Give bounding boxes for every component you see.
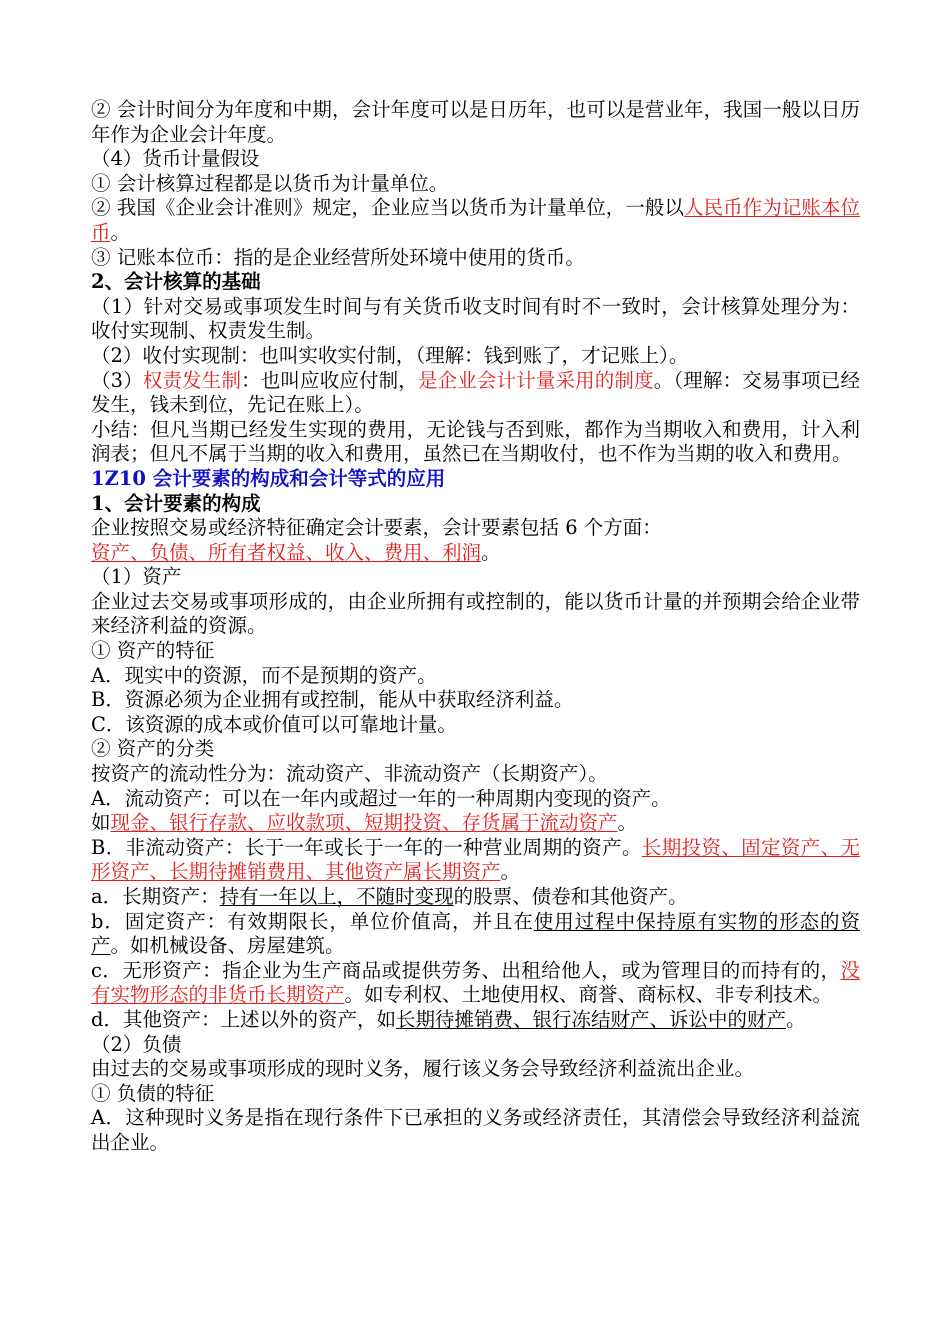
highlight-rmb: 人民币作为记账本位币 xyxy=(91,196,860,244)
subheading-currency-measurement: （4）货币计量假设 xyxy=(91,147,260,171)
subheading-liabilities: （2）负债 xyxy=(91,1032,182,1056)
subheading-asset-classification: ② 资产的分类 xyxy=(91,737,215,761)
highlight-accrual: 权责发生制 xyxy=(142,368,242,392)
paragraph-basis-intro: （1）针对交易或事项发生时间与有关货币收支时间有时不一致时，会计核算处理分为：收付实现制、权责发生制。 xyxy=(91,294,860,343)
underline-long-term-holding: 持有一年以上，不随时变现 xyxy=(219,885,454,908)
section-heading-accounting-basis: 2、会计核算的基础 xyxy=(91,270,261,294)
paragraph-current-assets-examples: 如现金、银行存款、应收款项、短期投资、存货属于流动资产。 xyxy=(91,811,638,835)
subheading-liability-features: ① 负债的特征 xyxy=(91,1081,215,1105)
list-item-other-assets: d．其他资产：上述以外的资产，如长期待摊销费、银行冻结财产、诉讼中的财产。 xyxy=(91,1007,806,1031)
highlight-intangible-assets: 没有实物形态的非货币长期资产 xyxy=(91,958,860,1007)
chapter-heading-1z10: 1Z10 会计要素的构成和会计等式的应用 xyxy=(91,466,446,490)
list-item-asset-feature-c: C．该资源的成本或价值可以可靠地计量。 xyxy=(91,712,457,736)
list-item-long-term-assets: a．长期资产：持有一年以上，不随时变现的股票、债卷和其他资产。 xyxy=(91,885,688,908)
highlight-six-elements: 资产、负债、所有者权益、收入、费用、利润 xyxy=(91,540,482,564)
list-item-current-assets: A．流动资产：可以在一年内或超过一年的一种周期内变现的资产。 xyxy=(91,786,671,810)
highlight-long-term-assets: 长期投资、固定资产、无形资产、长期待摊销费用、其他资产属长期资产 xyxy=(91,835,860,884)
paragraph-six-elements: 资产、负债、所有者权益、收入、费用、利润。 xyxy=(91,540,501,564)
paragraph-summary: 小结：但凡当期已经发生实现的费用，无论钱与否到账，都作为当期收入和费用，计入利润表；但凡不属于当期的收入和费用，虽然已在当期收付，也不作为当期的收入和费用。 xyxy=(91,417,860,466)
paragraph-assets-definition: 企业过去交易或事项形成的，由企业所拥有或控制的，能以货币计量的并预期会给企业带来经济利益的资源。 xyxy=(91,589,860,638)
subheading-assets: （1）资产 xyxy=(91,565,182,589)
highlight-accrual-system: 是企业会计计量采用的制度 xyxy=(417,368,654,392)
paragraph-accrual-basis: （3）权责发生制：也叫应收应付制，是企业会计计量采用的制度。（理解：交易事项已经发生，钱未到位，先记在账上）。 xyxy=(91,368,860,417)
list-item-fixed-assets: b．固定资产：有效期限长，单位价值高，并且在使用过程中保持原有实物的形态的资产。如机械设备、房屋建筑。 xyxy=(91,909,860,958)
paragraph-liabilities-definition: 由过去的交易或事项形成的现时义务，履行该义务会导致经济利益流出企业。 xyxy=(91,1057,755,1081)
list-item-asset-feature-a: A．现实中的资源，而不是预期的资产。 xyxy=(91,663,437,687)
paragraph-cash-basis: （2）收付实现制：也叫实收实付制，（理解：钱到账了，才记账上）。 xyxy=(91,343,689,367)
paragraph-liquidity: 按资产的流动性分为：流动资产、非流动资产（长期资产）。 xyxy=(91,762,608,786)
list-item-asset-feature-b: B．资源必须为企业拥有或控制，能从中获取经济利益。 xyxy=(91,688,574,712)
underline-other-assets: 长期待摊销费、银行冻结财产、诉讼中的财产 xyxy=(395,1007,786,1031)
list-item-noncurrent-assets: B．非流动资产：长于一年或长于一年的一种营业周期的资产。长期投资、固定资产、无形资产、长期待摊销费用、其他资产属长期资产。 xyxy=(91,835,860,884)
paragraph-accounting-standards: ② 我国《企业会计准则》规定，企业应当以货币为计量单位，一般以人民币作为记账本位币。 xyxy=(91,196,860,244)
underline-fixed-assets: 使用过程中保持原有实物的形态的资产 xyxy=(91,909,860,958)
section-heading-elements: 1、会计要素的构成 xyxy=(91,491,261,515)
list-item-intangible-assets: c．无形资产：指企业为生产商品或提供劳务、出租给他人，或为管理目的而持有的，没有实物形态的非货币长期资产。如专利权、土地使用权、商誉、商标权、非专利技术。 xyxy=(91,958,860,1007)
highlight-current-assets: 现金、银行存款、应收款项、短期投资、存货属于流动资产 xyxy=(110,811,618,835)
list-item-liability-feature-a: A．这种现时义务是指在现行条件下已承担的义务或经济责任，其清偿会导致经济利益流出企业。 xyxy=(91,1106,860,1154)
paragraph-elements-intro: 企业按照交易或经济特征确定会计要素，会计要素包括 6 个方面： xyxy=(91,516,662,540)
subheading-asset-features: ① 资产的特征 xyxy=(91,639,215,663)
paragraph-currency-unit: ① 会计核算过程都是以货币为计量单位。 xyxy=(91,171,449,195)
paragraph-functional-currency: ③ 记账本位币：指的是企业经营所处环境中使用的货币。 xyxy=(91,245,585,269)
paragraph-accounting-period: ② 会计时间分为年度和中期，会计年度可以是日历年，也可以是营业年，我国一般以日历年作为企业会计年度。 xyxy=(91,98,860,146)
